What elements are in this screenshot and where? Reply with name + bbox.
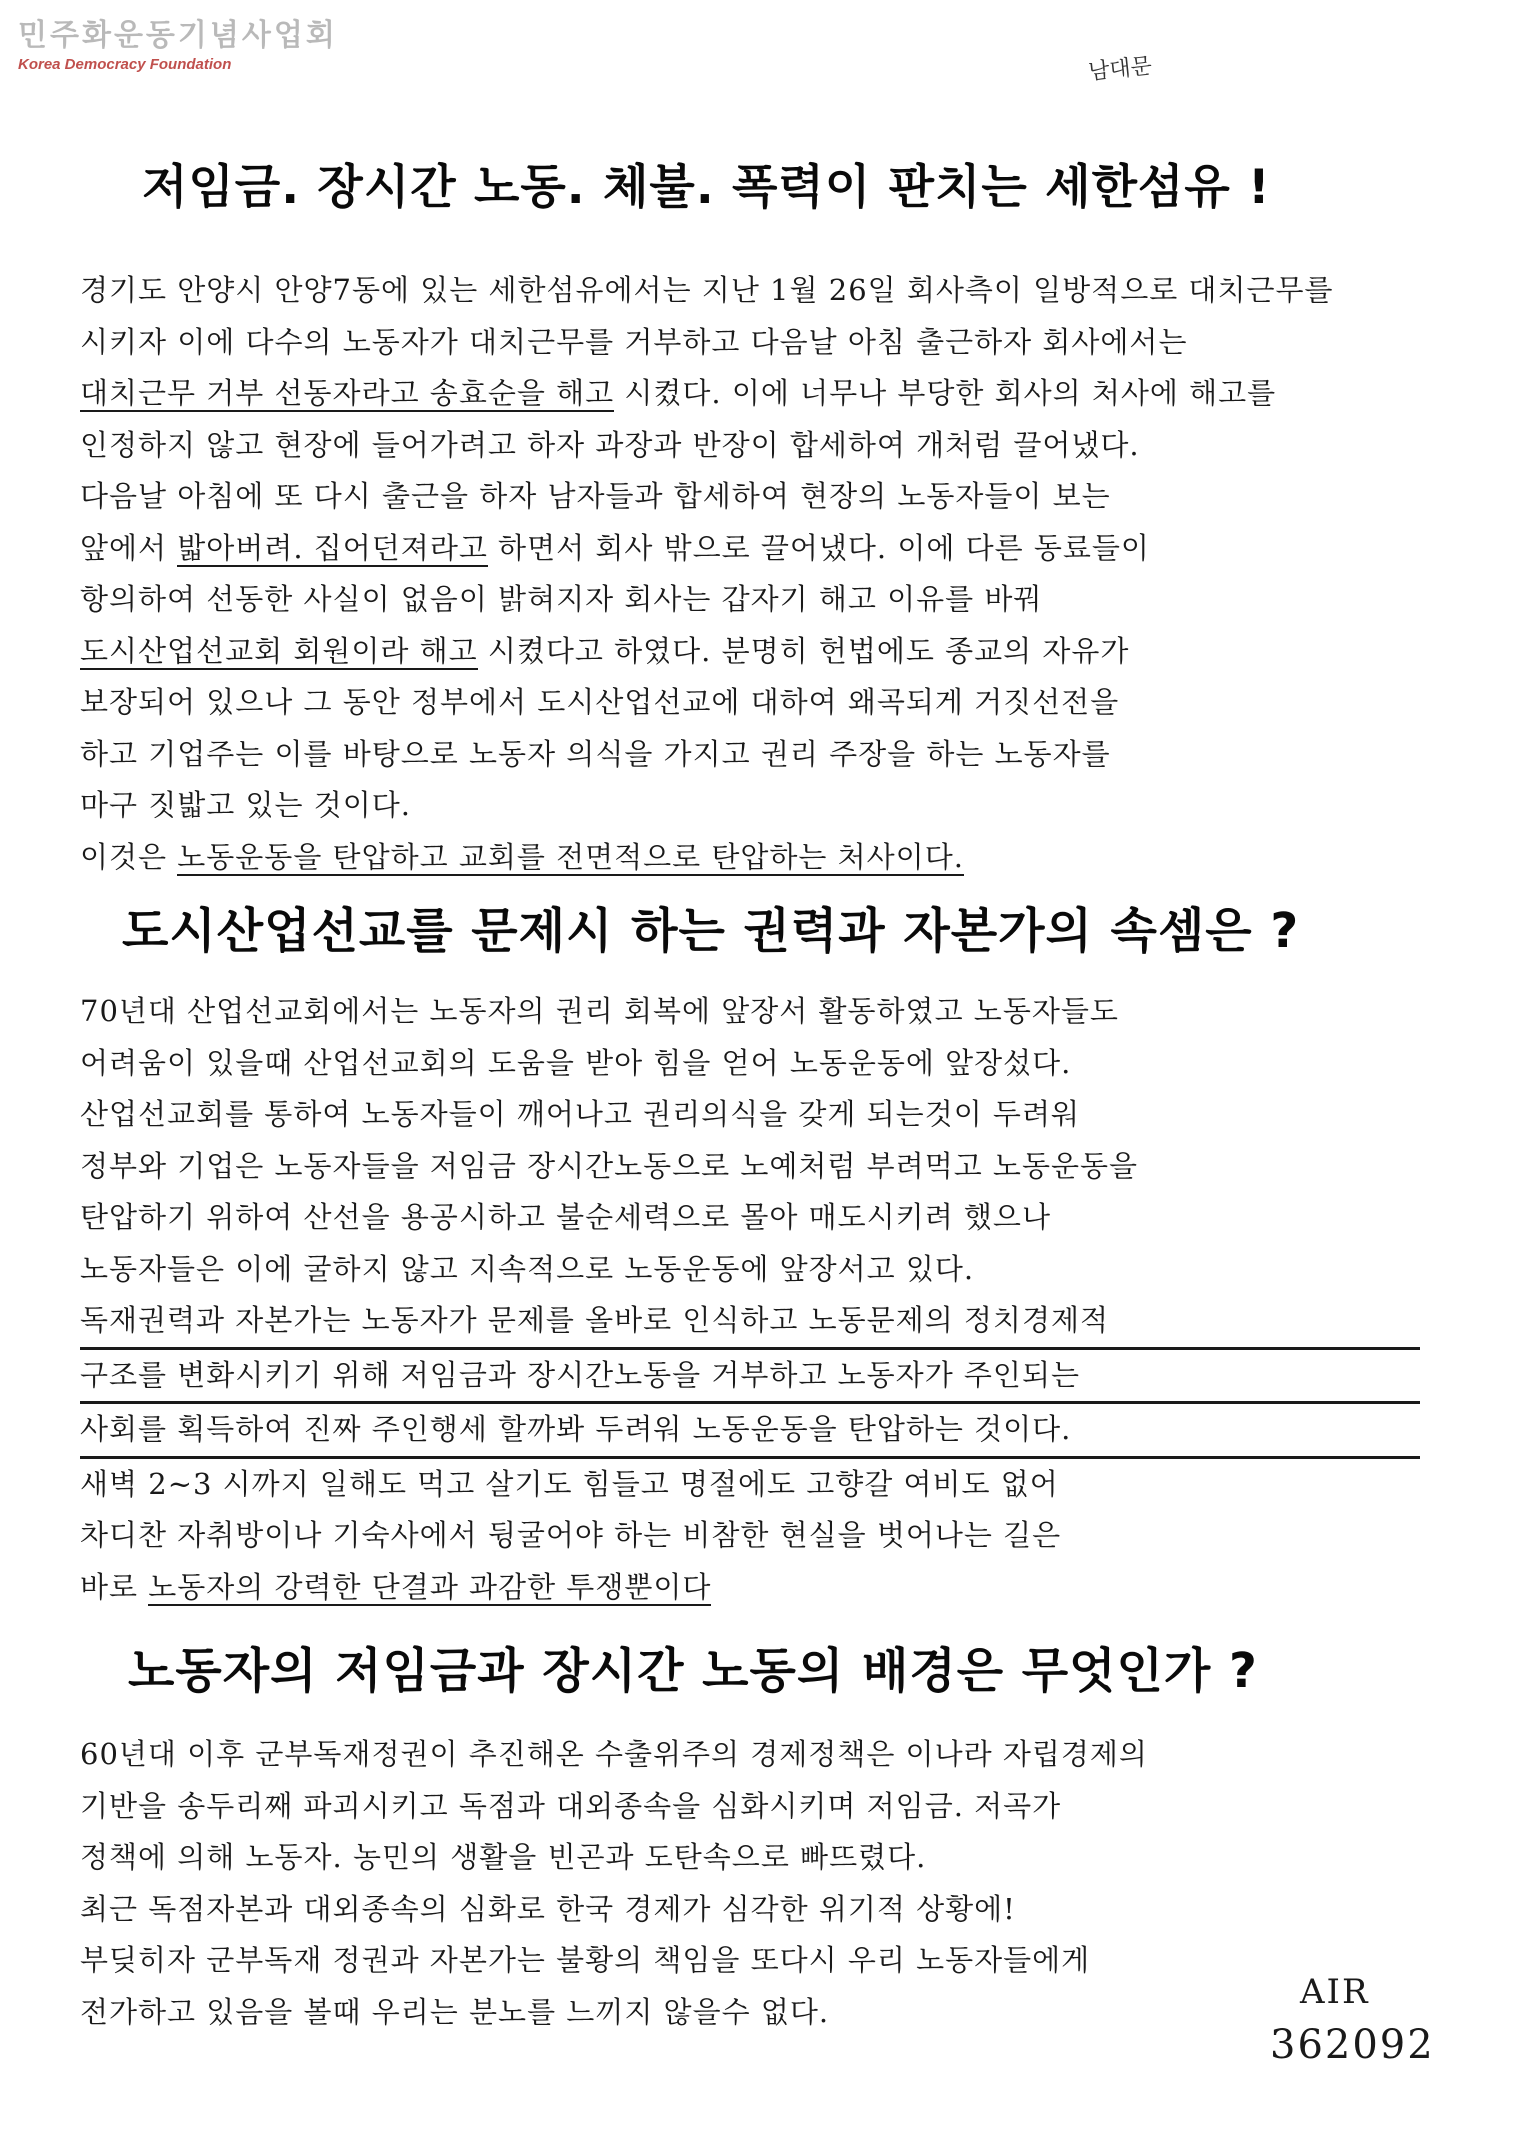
text-line — [80, 1935, 1420, 1987]
underlined-text: 대치근무 거부 선동자라고 송효순을 해고 — [80, 376, 615, 410]
text-line — [80, 626, 1420, 678]
text-segment: 어려움이 있을때 산업선교회의 도움을 받아 힘을 얻어 노동운동에 앞장섰다. — [80, 1045, 1072, 1080]
text-segment: 새벽 2~3 시까지 일해도 먹고 살기도 힘들고 명절에도 고향갈 여비도 없어 — [80, 1466, 1059, 1501]
text-line — [80, 1038, 1420, 1090]
text-line — [80, 1884, 1420, 1936]
text-line — [80, 1141, 1420, 1193]
text-line — [80, 523, 1420, 575]
underlined-text: 도시산업선교회 회원이라 해고 — [80, 633, 478, 668]
section-title-2: 도시산업선교를 문제시 하는 권력과 자본가의 속셈은 ? — [122, 903, 1300, 959]
text-line — [80, 420, 1420, 472]
section-title-3: 노동자의 저임금과 장시간 노동의 배경은 무엇인가 ? — [128, 1643, 1258, 1699]
text-segment: 부딪히자 군부독재 정권과 자본가는 불황의 책임을 또다시 우리 노동자들에게 — [80, 1943, 1091, 1977]
text-line — [80, 1987, 1420, 2039]
text-line — [80, 1089, 1420, 1141]
text-segment: 노동자들은 이에 굴하지 않고 지속적으로 노동운동에 앞장서고 있다. — [80, 1251, 975, 1286]
text-line — [80, 677, 1420, 729]
text-line — [80, 1295, 1420, 1350]
text-segment: 70년대 산업선교회에서는 노동자의 권리 회복에 앞장서 활동하였고 노동자들도 — [80, 994, 1119, 1028]
text-line — [80, 471, 1420, 523]
text-segment: 기반을 송두리째 파괴시키고 독점과 대외종속을 심화시키며 저임금. 저곡가 — [80, 1788, 1062, 1823]
section-body-3 — [80, 1729, 1420, 2038]
text-line — [80, 729, 1420, 781]
text-segment: 구조를 변화시키기 위해 저임금과 장시간노동을 거부하고 노동자가 주인되는 — [80, 1357, 1080, 1392]
text-line — [80, 986, 1420, 1038]
text-segment: 다음날 아침에 또 다시 출근을 하자 남자들과 합세하여 현장의 노동자들이 보는 — [80, 479, 1111, 513]
archive-number-mark: 362092 — [1270, 2022, 1435, 2068]
text-line — [80, 574, 1420, 626]
archive-code-mark: AIR — [1300, 1972, 1370, 2012]
text-segment: 시켰다. 이에 너무나 부당한 회사의 처사에 해고를 — [614, 376, 1277, 410]
text-segment: 탄압하기 위하여 산선을 용공시하고 불순세력으로 몰아 매도시키려 했으나 — [80, 1200, 1051, 1234]
text-line — [80, 1244, 1420, 1296]
underlined-text: 밟아버려. 집어던져라고 — [177, 530, 488, 565]
text-segment: 전가하고 있음을 볼때 우리는 분노를 느끼지 않을수 없다. — [80, 1994, 830, 2029]
text-segment: 60년대 이후 군부독재정권이 추진해온 수출위주의 경제정책은 이나라 자립경제의 — [80, 1737, 1148, 1771]
text-segment: 보장되어 있으나 그 동안 정부에서 도시산업선교에 대하여 왜곡되게 거짓선전을 — [80, 685, 1120, 719]
text-segment: 앞에서 — [80, 530, 178, 565]
handwritten-corner-note: 남대문 — [1087, 53, 1154, 86]
text-segment: 항의하여 선동한 사실이 없음이 밝혀지자 회사는 갑자기 해고 이유를 바꿔 — [80, 582, 1043, 616]
section-title-1: 저임금. 장시간 노동. 체불. 폭력이 판치는 세한섬유 ! — [142, 160, 1271, 215]
text-segment: 정책에 의해 노동자. 농민의 생활을 빈곤과 도탄속으로 빠뜨렸다. — [80, 1840, 927, 1874]
text-segment: 경기도 안양시 안양7동에 있는 세한섬유에서는 지난 1월 26일 회사측이 일방적으로 대치근무를 — [80, 273, 1334, 307]
text-line — [80, 317, 1420, 369]
text-line — [80, 1350, 1420, 1405]
text-line — [80, 1510, 1420, 1562]
text-line — [80, 1832, 1420, 1884]
watermark-korean-name: 민주화운동기념사업회 — [18, 18, 338, 53]
text-segment: 독재권력과 자본가는 노동자가 문제를 올바로 인식하고 노동문제의 정치경제적 — [80, 1303, 1109, 1337]
archive-watermark — [18, 18, 338, 74]
text-line — [80, 368, 1420, 420]
text-segment: 마구 짓밟고 있는 것이다. — [80, 788, 412, 822]
text-line — [80, 265, 1420, 317]
text-line — [80, 780, 1420, 832]
text-segment: 최근 독점자본과 대외종속의 심화로 한국 경제가 심각한 위기적 상황에! — [80, 1891, 1016, 1926]
text-segment: 하면서 회사 밖으로 끌어냈다. 이에 다른 동료들이 — [487, 530, 1150, 565]
text-segment: 이것은 — [80, 839, 178, 874]
text-line — [80, 1781, 1420, 1833]
text-segment: 시키자 이에 다수의 노동자가 대치근무를 거부하고 다음날 아침 출근하자 회사에서는 — [80, 324, 1188, 359]
text-segment: 바로 — [80, 1569, 149, 1604]
text-segment: 사회를 획득하여 진짜 주인행세 할까봐 두려워 노동운동을 탄압하는 것이다. — [80, 1412, 1072, 1446]
text-line — [80, 832, 1420, 884]
section-body-1 — [80, 265, 1420, 883]
watermark-english-name: Korea Democracy Foundation — [18, 56, 232, 73]
text-segment: 차디찬 자취방이나 기숙사에서 뒹굴어야 하는 비참한 현실을 벗어나는 길은 — [80, 1518, 1062, 1552]
text-line — [80, 1729, 1420, 1781]
text-segment: 정부와 기업은 노동자들을 저임금 장시간노동으로 노예처럼 부려먹고 노동운동을 — [80, 1148, 1139, 1183]
underlined-text: 노동자의 강력한 단결과 과감한 투쟁뿐이다 — [148, 1569, 712, 1604]
text-line — [80, 1459, 1420, 1511]
text-line — [80, 1404, 1420, 1459]
text-segment: 산업선교회를 통하여 노동자들이 깨어나고 권리의식을 갖게 되는것이 두려워 — [80, 1097, 1080, 1131]
section-body-2 — [80, 986, 1420, 1613]
text-segment: 인정하지 않고 현장에 들어가려고 하자 과장과 반장이 합세하여 개처럼 끌어냈다. — [80, 427, 1140, 462]
text-segment: 시켰다고 하였다. 분명히 헌법에도 종교의 자유가 — [477, 633, 1130, 668]
underlined-text: 노동운동을 탄압하고 교회를 전면적으로 탄압하는 처사이다. — [177, 839, 964, 874]
text-line — [80, 1192, 1420, 1244]
text-segment: 하고 기업주는 이를 바탕으로 노동자 의식을 가지고 권리 주장을 하는 노동자를 — [80, 736, 1111, 771]
text-line — [80, 1562, 1420, 1614]
